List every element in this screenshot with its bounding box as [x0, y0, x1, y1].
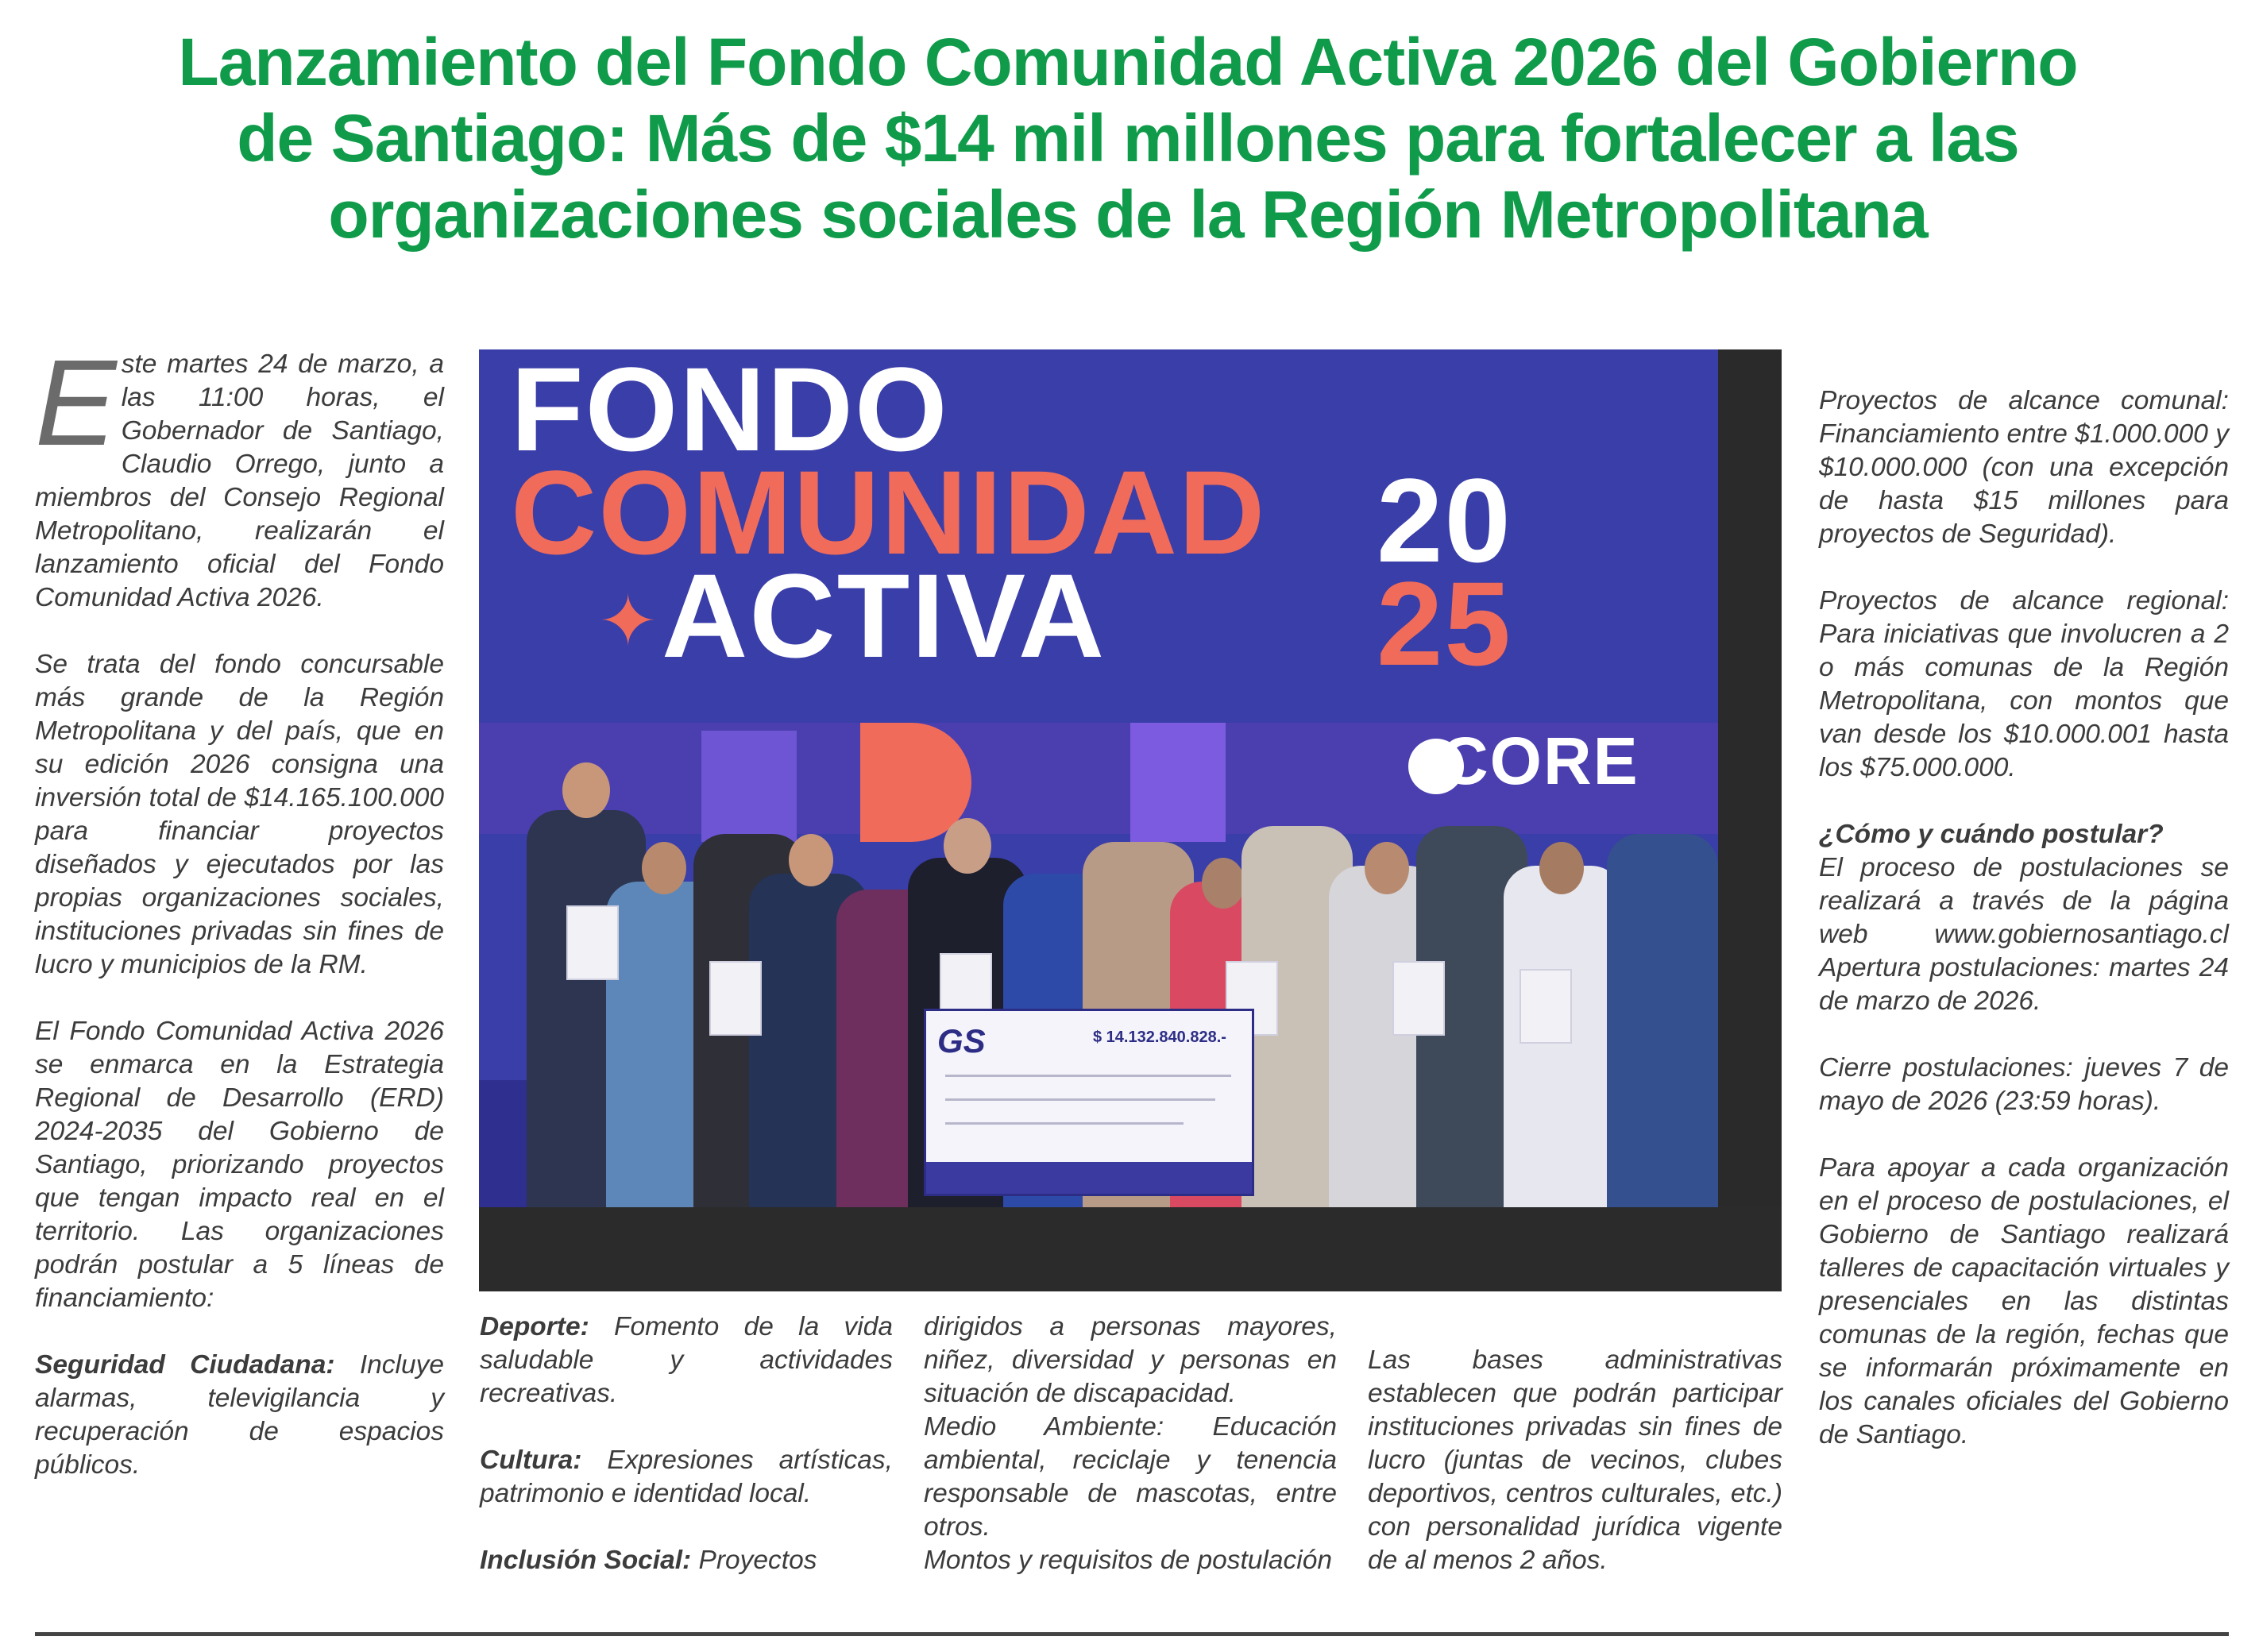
deporte-text: Fomento de la vida saludable y actividades recreativas.	[480, 1312, 893, 1408]
screen-text-fondo: FONDO	[511, 349, 949, 476]
certificate	[1520, 969, 1572, 1044]
bottom-rule	[35, 1632, 2229, 1636]
inclusion-label: Inclusión Social:	[480, 1546, 692, 1575]
strategy-paragraph: El Fondo Comunidad Activa 2026 se enmarca en la Estrategia Regional de Desarrollo (ERD) 2024-2035 del Gobierno de Santiago, priorizando proyectos que tengan impacto real en el territorio. Las organizaciones podrán postular a 5 líneas de financiamiento:	[35, 1017, 444, 1313]
headline	[32, 24, 2224, 253]
person-head	[642, 842, 686, 894]
intro-paragraph	[35, 334, 444, 615]
deporte-label: Deporte:	[480, 1312, 589, 1341]
comunal-paragraph: Proyectos de alcance comunal: Financiamiento entre $1.000.000 y $10.000.000 (con una excepción de hasta $15 millones para proyectos de Seguridad).	[1819, 386, 2229, 549]
security-label: Seguridad Ciudadana:	[35, 1350, 335, 1380]
column-center-3	[1368, 1344, 1782, 1577]
certificate	[566, 905, 619, 980]
certificate	[709, 961, 762, 1036]
cultura-text: Expresiones artísticas, patrimonio e identidad local.	[480, 1446, 893, 1508]
screen-year-bottom: 25	[1377, 557, 1512, 690]
inclusion-paragraph	[480, 1544, 893, 1577]
check-amount: $ 14.132.840.828.-	[1093, 1029, 1226, 1046]
screen-text-comunidad: COMUNIDAD	[511, 446, 1267, 579]
bases-paragraph: Las bases administrativas establecen que podrán participar instituciones privadas sin fines de lucro (juntas de vecinos, clubes deportivos, centros culturales, etc.) con personalidad jurídica vigente de al menos 2 años.	[1368, 1345, 1782, 1575]
person-head	[1365, 842, 1409, 894]
event-photo	[479, 349, 1782, 1291]
drop-cap: E	[35, 334, 117, 471]
fund-description-paragraph: Se trata del fondo concursable más grande de la Región Metropolitana y del país, que en su edición 2026 consigna una inversión total de $14.165.100.000 para financiar proyectos diseñados y ejecutados por las propias organizaciones sociales, instituciones privadas sin fines de lucro y municipios de la RM.	[35, 650, 444, 979]
deporte-paragraph	[480, 1310, 893, 1411]
cierre-paragraph: Cierre postulaciones: jueves 7 de mayo de 2026 (23:59 horas).	[1819, 1053, 2229, 1116]
check-line	[945, 1075, 1231, 1077]
check-line	[945, 1122, 1184, 1125]
screen-text-core: CORE	[1440, 724, 1639, 798]
security-text: Incluye alarmas, televigilancia y recuperación de espacios públicos.	[35, 1350, 444, 1480]
medio-ambiente-paragraph: Medio Ambiente: Educación ambiental, reciclaje y tenencia responsable de mascotas, entre otros.	[924, 1412, 1337, 1542]
postular-question: ¿Cómo y cuándo postular?	[1819, 820, 2164, 849]
cultura-label: Cultura:	[480, 1446, 582, 1475]
person-head	[562, 762, 610, 818]
cultura-paragraph	[480, 1444, 893, 1511]
regional-paragraph: Proyectos de alcance regional: Para iniciativas que involucren a 2 o más comunas de la Región Metropolitana, con montos que van desde los $10.000.001 hasta los $75.000.000.	[1819, 586, 2229, 782]
stage-floor	[479, 1207, 1782, 1291]
security-line-paragraph	[35, 1349, 444, 1482]
check-logo: GS	[937, 1022, 986, 1060]
check-line	[945, 1098, 1215, 1101]
postular-paragraph	[1819, 818, 2229, 1018]
talleres-paragraph: Para apoyar a cada organización en el proceso de postulaciones, el Gobierno de Santiago realizará talleres de capacitación virtuales y presenciales en las distintas comunas de la región, fechas que se informarán próximamente en los canales oficiales del Gobierno de Santiago.	[1819, 1153, 2229, 1449]
intro-text: ste martes 24 de marzo, a las 11:00 horas, el Gobernador de Santiago, Claudio Orrego, junto a miembros del Consejo Regional Metropolitano, realizarán el lanzamiento oficial del Fondo Comunidad Activa 2026.	[35, 349, 444, 612]
screen-year-top: 20	[1377, 454, 1512, 587]
inclusion-continued: dirigidos a personas mayores, niñez, diversidad y personas en situación de discapacidad.	[924, 1312, 1337, 1408]
person-head	[944, 818, 991, 874]
headline-line-3: organizaciones sociales de la Región Metropolitana	[328, 177, 1928, 252]
person-head	[789, 834, 833, 886]
headline-line-2: de Santiago: Más de $14 mil millones para fortalecer a las	[237, 101, 2019, 176]
montos-heading: Montos y requisitos de postulación	[924, 1546, 1332, 1575]
check-footer-band	[926, 1162, 1252, 1194]
person	[1607, 834, 1718, 1207]
ceremonial-check	[924, 1009, 1254, 1196]
postular-text: El proceso de postulaciones se realizará a través de la página web www.gobiernosantiago.cl Apertura postulaciones: martes 24 de marzo de 2026.	[1819, 853, 2229, 1016]
column-left	[35, 334, 444, 1482]
person-head	[1202, 858, 1245, 909]
screen-text-activa: ACTIVA	[662, 549, 1106, 682]
certificate	[1392, 961, 1445, 1036]
column-right	[1819, 384, 2229, 1452]
sparkle-icon: ✦	[598, 582, 658, 662]
headline-line-1: Lanzamiento del Fondo Comunidad Activa 2026 del Gobierno	[178, 25, 2078, 99]
person-head	[1539, 842, 1584, 894]
column-center-2	[924, 1310, 1337, 1577]
inclusion-text: Proyectos	[691, 1546, 817, 1575]
column-center-1	[480, 1310, 893, 1577]
stage-side-wall	[1718, 349, 1782, 1291]
